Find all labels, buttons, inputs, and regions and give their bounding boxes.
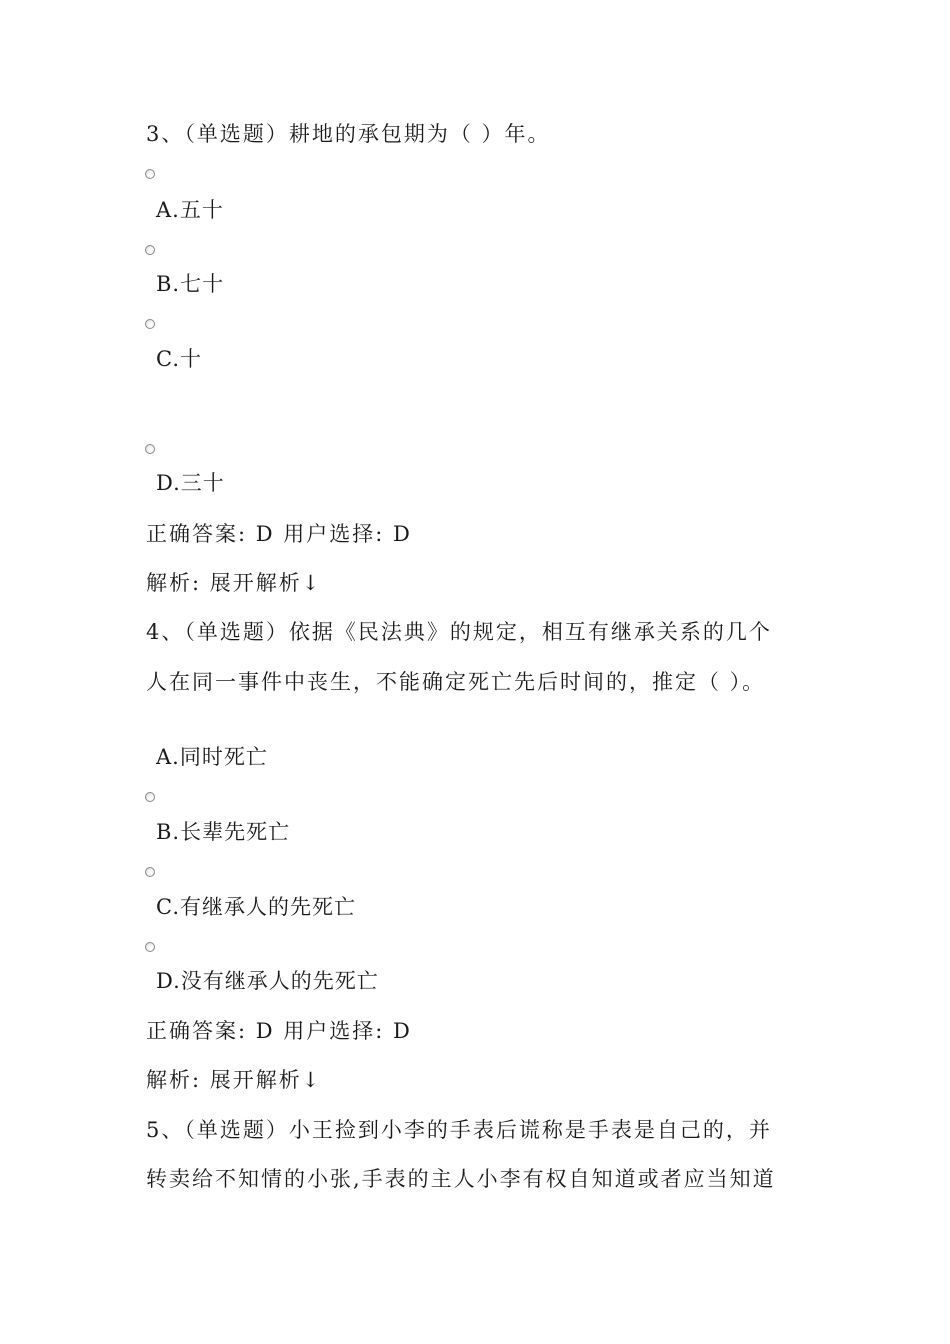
question-3-stem: 3、（单选题）耕地的承包期为（ ）年。	[146, 122, 551, 146]
option-3d-radio[interactable]	[145, 444, 155, 454]
question-5-stem-line-2: 转卖给不知情的小张,手表的主人小李有权自知道或者应当知道	[146, 1167, 776, 1191]
question-4-result: 正确答案: D 用户选择: D	[146, 1019, 412, 1043]
question-4-stem-line-2: 人在同一事件中丧生，不能确定死亡先后时间的，推定（ ）。	[146, 670, 766, 694]
option-4b-label: B.长辈先死亡	[156, 820, 291, 844]
question-3-result: 正确答案: D 用户选择: D	[146, 522, 412, 546]
question-4-analysis-toggle[interactable]: 解析: 展开解析↓	[146, 1068, 322, 1092]
option-3c-label: C.十	[156, 347, 202, 371]
option-4a-label: A.同时死亡	[156, 745, 268, 769]
option-4b-radio[interactable]	[145, 792, 155, 802]
option-4d-radio[interactable]	[145, 942, 155, 952]
question-5-stem-line-1: 5、（单选题）小王捡到小李的手表后谎称是手表是自己的，并	[146, 1118, 772, 1142]
option-3b-label: B.七十	[156, 272, 225, 296]
option-3a-label: A.五十	[156, 198, 224, 222]
option-3c-radio[interactable]	[145, 319, 155, 329]
option-4c-radio[interactable]	[145, 867, 155, 877]
option-4d-label: D.没有继承人的先死亡	[156, 969, 379, 993]
option-3b-radio[interactable]	[145, 245, 155, 255]
option-3d-label: D.三十	[156, 471, 225, 495]
option-3a-radio[interactable]	[145, 169, 155, 179]
question-3-analysis-toggle[interactable]: 解析: 展开解析↓	[146, 571, 322, 595]
question-4-stem-line-1: 4、（单选题）依据《民法典》的规定，相互有继承关系的几个	[146, 620, 772, 644]
option-4c-label: C.有继承人的先死亡	[156, 895, 356, 919]
